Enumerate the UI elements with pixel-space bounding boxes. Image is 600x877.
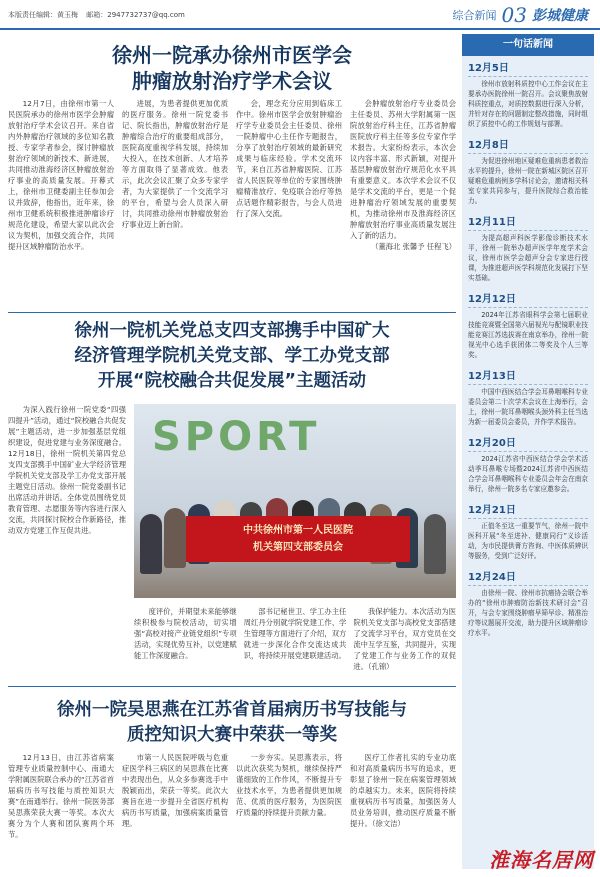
divider xyxy=(8,312,456,313)
brief-text: 徐州市放射科质控中心工作会议在主要承办医院徐州一院召开。会议聚焦放射科质控重点，对质控数据进行深入分析，并针对存在的问题制定整改措施，同时组织了质控中心的工作规划与部署。 xyxy=(468,80,588,128)
person-figure xyxy=(140,514,162,574)
header-right xyxy=(453,3,588,27)
article3-title-line2: 质控知识大赛中荣获一等奖 xyxy=(127,725,337,745)
article3-headline xyxy=(8,698,456,748)
brief-text: 2024年江苏省眼科学会第七届职业技能竞赛暨全国第六届视光与配镜职业技能竞赛江苏选拔赛在南京举办，徐州一院视光中心选手获团体二等奖及个人三等奖。 xyxy=(468,311,588,359)
article2-left-column xyxy=(8,404,126,669)
article2-col-2 xyxy=(244,606,347,672)
article1-headline xyxy=(8,42,456,94)
brief-text: 正值冬至这一重要节气，徐州一院中医科开展“冬至进补、健康同行”义诊活动，为市民提供膏方咨询、中医体质辨识等服务，受到广泛好评。 xyxy=(468,522,588,560)
site-watermark: 淮海名居网 xyxy=(489,848,594,872)
article2-text-2: 部书记秘世卫、学工办主任周红丹分别就学院党建工作、学生管理等方面进行了介绍，双方就进一步深化合作交流达成共识，将持续开展党建联建活动。 xyxy=(243,607,347,660)
person-figure xyxy=(424,514,446,574)
red-banner xyxy=(186,516,410,562)
brief-date: 12月13日 xyxy=(468,367,588,385)
article2-left-text: 为深入践行徐州一院党委“四强四提升”活动，通过“院校融合共促发展”主题活动，进一步加强基层党组织建设，促进党建与业务深度融合。12月18日，徐州一院机关第四党总支四支部携手中国矿业大学经济管理学院机关党支部及学工办党支部开展主题党日活动。徐州一院党委副书记出席活动并讲话。全体党员围绕党员教育管理、志愿服务等内容进行深入交流，共同探讨院校合作新路径，推动双方党建工作互促共进。 xyxy=(8,405,126,535)
list-item xyxy=(462,287,594,364)
article2-body xyxy=(134,606,456,672)
main-column xyxy=(8,34,456,869)
page-header xyxy=(0,0,600,30)
divider xyxy=(8,686,456,687)
article2-text-1: 度评价，并期望未来能够继续积极参与院校活动，切实增强“高校对接产业链党组织”专项活动，实现优势互补，以党建赋能工作深度融合。 xyxy=(134,607,237,660)
article3-col-3 xyxy=(236,752,342,869)
news-brief-sidebar xyxy=(462,34,594,869)
article1-signature: （董海北 张馨予 任程飞） xyxy=(371,242,456,251)
list-item xyxy=(462,56,594,133)
article1-col-2 xyxy=(122,98,228,353)
article3-title-line1: 徐州一院吴思燕在江苏省首届病历书写技能与 xyxy=(57,700,407,720)
article1-text-1: 12月7日，由徐州市第一人民医院承办的徐州市医学会肿瘤放射治疗学术会议召开。来自省内外肿瘤治疗领域的多位知名教授、专家学者参会，探讨肿瘤放射治疗领域的新技术、新进展，共同推动淮海经济区肿瘤放射治疗事业的高质量发展。开幕式上，徐州市卫健委副主任参加会议并致辞，他指出，近年来，徐州市卫健系统积极推进肿瘤诊疗规范化建设，希望大家以此次会议为契机，加强交流合作，共同提升区域肿瘤防治水平。 xyxy=(8,99,114,251)
person-figure xyxy=(164,508,186,568)
section-name: 综合新闻 xyxy=(452,9,497,22)
brief-date: 12月5日 xyxy=(468,59,588,77)
editor-credit: 本版责任编辑：黄玉梅 xyxy=(8,11,78,19)
article1-text-2: 进展，为患者提供更加优质的医疗服务。徐州一院党委书记、院长指出，肿瘤放射治疗是肿瘤综合治疗的重要组成部分，医院高度重视学科发展，持续加大投入，在技术创新、人才培养等方面取得了显著成效。他表示，此次会议汇聚了众多专家学者，为大家提供了一个交流学习的平台，希望与会人员深入研讨，共同推动徐州市肿瘤放射治疗事业迈上新台阶。 xyxy=(122,99,228,229)
article2-col-1 xyxy=(134,606,237,672)
article1-text-4: 会肿瘤放射治疗专业委员会主任委员、苏州大学附属第一医院放射治疗科主任，江苏省肿瘤医院放疗科主任等多位专家作学术报告。大家纷纷表示，本次会议内容丰富、形式新颖，对提升基层肿瘤放射治疗规范化水平具有重要意义。本次学术会议不仅是学术交流的平台，更是一个促进肿瘤治疗领域发展的重要契机，为推动徐州市及淮海经济区肿瘤放射治疗事业高质量发展注入了新的活力。 xyxy=(350,99,456,240)
list-item xyxy=(462,364,594,431)
article3-col-1 xyxy=(8,752,114,869)
brief-text: 2024江苏省中西医结合学会学术活动季耳鼻喉专场暨2024江苏省中西医结合学会耳鼻咽喉科专业委员会年会在南京举行，徐州一院多名专家应邀参会。 xyxy=(468,455,588,493)
list-item xyxy=(462,431,594,498)
list-item xyxy=(462,565,594,642)
brief-date: 12月12日 xyxy=(468,290,588,308)
header-meta xyxy=(8,10,191,20)
article3-col-4 xyxy=(350,752,456,869)
article2-title-line3: 开展“院校融合共促发展”主题活动 xyxy=(97,371,366,391)
brand-logo: 彭城健康 xyxy=(532,8,588,24)
editor-email: 邮箱：2947732737@qq.com xyxy=(86,11,185,19)
sidebar-title: 一句话新闻 xyxy=(462,34,594,56)
banner-line2: 机关第四支部委员会 xyxy=(253,542,343,553)
photo-sign-text: SPORT xyxy=(152,414,321,460)
brief-text: 由徐州一院、徐州市抗癌协会联合举办的“徐州市肿瘤防治新技术研讨会”召开，与会专家围绕肿瘤早筛早诊、精准治疗等议题展开交流，助力提升区域肿瘤诊疗水平。 xyxy=(468,589,588,637)
list-item xyxy=(462,133,594,210)
article1-title-line2: 肿瘤放射治疗学术会议 xyxy=(132,69,332,93)
article3-text-2: 市第一人民医院呼吸与危重症医学科三病区的吴思燕在比赛中表现出色，从众多参赛选手中脱颖而出，荣获一等奖。此次大赛旨在进一步提升全省医疗机构病历书写质量，加强病案质量管理。 xyxy=(122,753,228,828)
brief-date: 12月21日 xyxy=(468,501,588,519)
article3-body xyxy=(8,752,456,869)
banner-line1: 中共徐州市第一人民医院 xyxy=(243,525,353,536)
article2-col-3 xyxy=(353,606,456,672)
sidebar-list xyxy=(462,56,594,642)
article3-text-4: 医疗工作者扎实的专业功底和对高质量病历书写的追求，更彰显了徐州一院在病案管理领域的卓越实力。未来，医院将持续重视病历书写质量，加强医务人员业务培训，推动医疗质量不断提升。（徐文洁） xyxy=(350,753,456,828)
brief-text: 中国中西医结合学会耳鼻咽喉科专业委员会第二十次学术会议在上海举行，会上，徐州一院耳鼻咽喉头颈外科主任当选为新一届委员会委员，并作学术报告。 xyxy=(468,388,588,426)
brief-date: 12月20日 xyxy=(468,434,588,452)
article1-col-4 xyxy=(350,98,456,353)
article2-text-3: 我保护能力。本次活动为医院机关党支部与高校党支部搭建了交流学习平台，双方党员在交流中互学互鉴，共同提升，实现了党建工作与业务工作的双促进。（孔锦） xyxy=(353,607,456,671)
article1-col-1 xyxy=(8,98,114,353)
brief-text: 为促进徐州地区疑难危重病患者救治水平的提升，徐州一院在新城区院区召开疑难危重病例多学科讨论会，邀请相关科室专家共同参与，提升医院综合救治能力。 xyxy=(468,157,588,205)
brief-date: 12月11日 xyxy=(468,213,588,231)
article1-body xyxy=(8,98,456,353)
article2-title-line2: 经济管理学院机关党支部、学工办党支部 xyxy=(74,346,390,366)
list-item xyxy=(462,498,594,565)
brief-date: 12月24日 xyxy=(468,568,588,586)
brief-text: 为提高超声科医学影像诊断技术水平，徐州一院举办超声医学年度学术会议，徐州市医学会超声分会专家进行授课，为推进超声医学科规范化发展打下坚实基础。 xyxy=(468,234,588,282)
article1-col-3 xyxy=(236,98,342,353)
article2-title-line1: 徐州一院机关党总支四支部携手中国矿大 xyxy=(74,321,390,341)
list-item xyxy=(462,210,594,287)
page-number: 03 xyxy=(501,3,527,27)
article2-headline xyxy=(8,319,456,394)
article1-text-3: 会，理念充分应用到临床工作中。徐州市医学会放射肿瘤治疗学专业委员会主任委员、徐州一院肿瘤中心主任作专题报告，分享了放射治疗领域的最新研究成果与临床经验。学术交流环节，来自江苏省肿瘤医院、江苏省人民医院等单位的专家围绕肿瘤精准放疗、免疫联合治疗等热点话题作精彩报告，与会人员进行了深入交流。 xyxy=(236,99,342,218)
group-photo xyxy=(134,404,456,598)
brief-date: 12月8日 xyxy=(468,136,588,154)
article3-text-3: 一步夯实。吴思燕表示，将以此次获奖为契机，继续保持严谨细致的工作作风，不断提升专业技术水平，为患者提供更加规范、优质的医疗服务，为医院医疗质量的持续提升贡献力量。 xyxy=(236,753,342,817)
article1-title-line1: 徐州一院承办徐州市医学会 xyxy=(112,43,352,67)
article3-text-1: 12月13日，由江苏省病案管理专业质量控制中心、南通大学附属医院联合承办的“江苏省首届病历书写技能与质控知识大赛”在南通举行。徐州一院医务部吴思燕荣获大赛一等奖。本次大赛分为个人赛和团队赛两个环节。 xyxy=(8,753,114,839)
article3-col-2 xyxy=(122,752,228,869)
